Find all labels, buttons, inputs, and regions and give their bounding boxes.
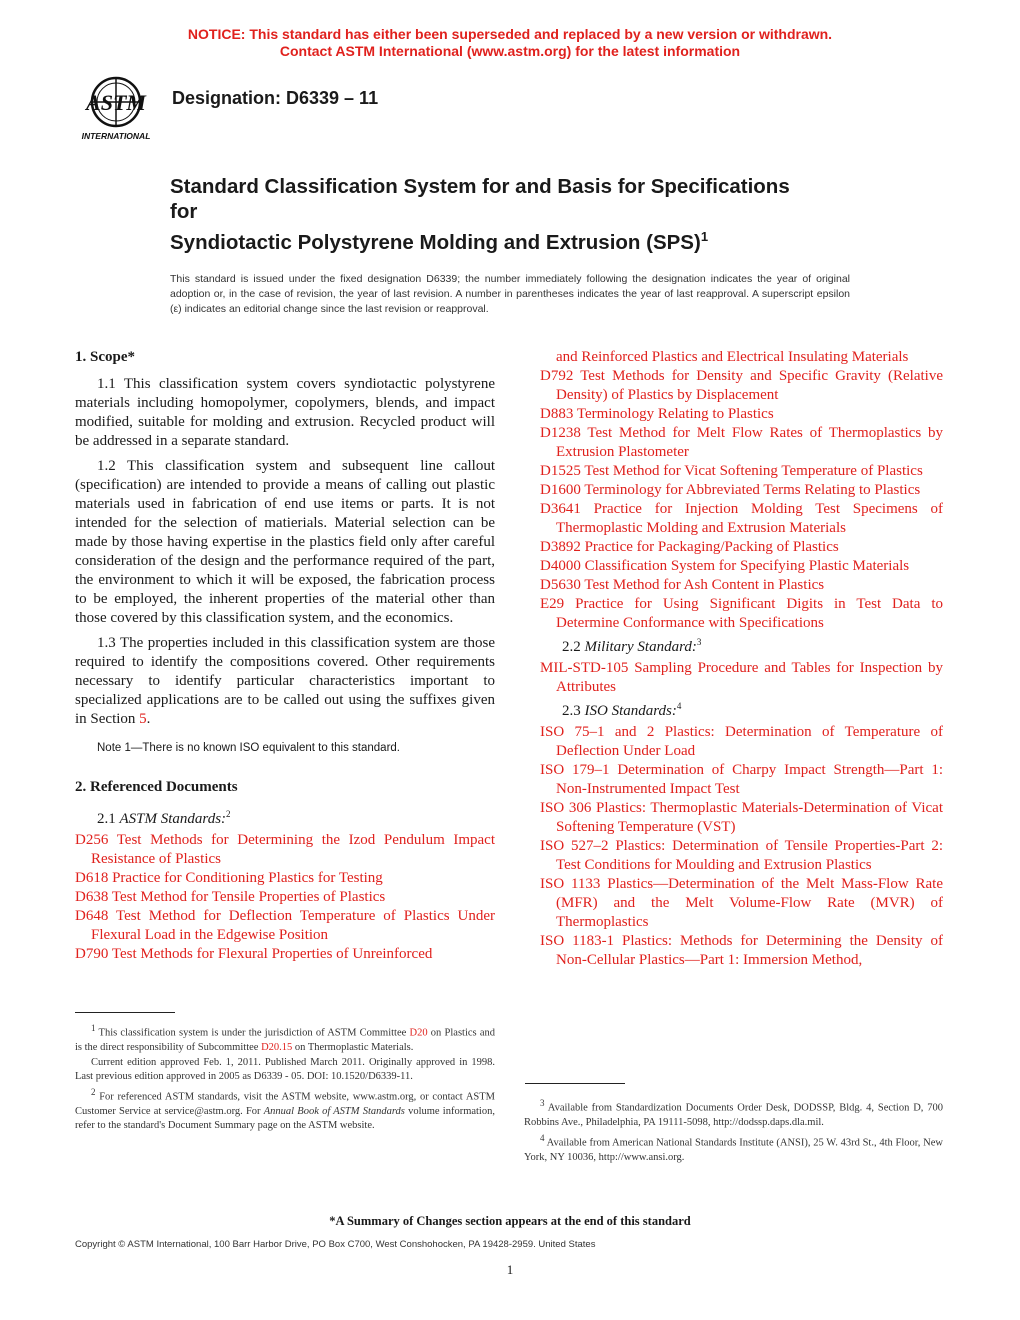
withdrawal-notice [0,26,1020,60]
reference-item [540,837,943,875]
reference-item [540,538,943,557]
scope-heading: 1. Scope* [75,349,135,365]
issue-note: This standard is issued under the fixed designation D6339; the number immediately following the designation indicates the year of original adoption or, in the case of revision, the year of last revision. A number in parentheses indicates the year of last reapproval. A superscript epsilon (ε) indicates an editorial change since the last revision or reapproval. [170,273,850,315]
reference-code-link[interactable]: D790 [75,946,109,962]
footnote-3: $^3$ Available from Standardization Documents Order Desk, DODSSP, Bldg. 4, Section D, 700 Robbins Ave., Philadelphia, PA 19111-5098, http://dodssp.daps.dla.mil. [524,1098,943,1128]
reference-code-link[interactable]: D883 [540,406,574,422]
reference-code-link[interactable]: E29 [540,596,565,612]
reference-title-link[interactable]: Terminology Relating to Plastics [576,406,774,422]
reference-code-link[interactable]: D1238 [540,425,581,441]
reference-title-link[interactable]: Test Method for Melt Flow Rates of Thermoplastics by Extrusion Plastometer [556,425,943,460]
reference-title-link[interactable]: Test Method for Vicat Softening Temperature of Plastics [584,463,923,479]
reference-title-link[interactable]: Test Methods for Determining the Izod Pendulum Impact Resistance of Plastics [91,832,495,867]
svg-text:INTERNATIONAL: INTERNATIONAL [81,131,151,141]
scope-para-2: 1.2 This classification system and subsequent line callout (specification) are intended to provide a means of calling out plastic materials used in fabrication of end use items or parts. It is not intended for the selection of matierials. Material selection can be made by those having expertise in the plastics field only after careful consideration of the design and the performance required of the part, the environment to which it will be exposed, the fabrication process to be employed, the inherent properties of the material other than those covered by this classification system, and the economics. [75,458,495,626]
reference-code-link[interactable]: ISO 527–2 [540,838,609,854]
reference-item [540,761,943,799]
reference-title-link[interactable]: Plastics: Determination of Temperature of Deflection Under Load [556,724,944,759]
reference-item [540,424,943,462]
reference-title-link[interactable]: Practice for Injection Molding Test Specimens of Thermoplastic Molding and Extrusion Materials [556,501,944,536]
reference-item [540,462,943,481]
reference-item [540,595,943,633]
title-line-3: Syndiotactic Polystyrene Molding and Extrusion (SPS)$^1$ [170,229,709,254]
reference-item [75,888,495,907]
reference-code-link[interactable]: D792 [540,368,574,384]
reference-code-link[interactable]: ISO 1183-1 [540,933,615,949]
iso-standards-label: 2.3 ISO Standards:$^4$ [562,701,682,719]
title-footnote-marker[interactable]: 1 [700,229,709,244]
reference-code-link[interactable]: ISO 75–1 and 2 [540,724,655,740]
astm-ref-list [75,831,495,964]
footnote-rule-right [525,1083,625,1084]
reference-item [75,907,495,945]
reference-code-link[interactable]: D256 [75,832,109,848]
reference-title-link[interactable]: Test Methods for Flexural Properties of Unreinforced [111,946,433,962]
refdocs-heading: 2. Referenced Documents [75,779,238,795]
reference-item [75,945,495,964]
iso-ref-list [540,723,943,970]
reference-code-link[interactable]: ISO 179–1 [540,762,610,778]
astm-logo-icon [76,72,162,142]
footnote-1-current-edition: Current edition approved Feb. 1, 2011. Published March 2011. Originally approved in 1998. Last previous edition approved in 2005 as D6339 - 05. DOI: 10.1520/D6339-11. [75,1056,495,1082]
reference-title-link[interactable]: Test Method for Deflection Temperature of Plastics Under Flexural Load in the Edgewise Position [91,908,495,943]
copyright: Copyright © ASTM International, 100 Barr Harbor Drive, PO Box C700, West Conshohocken, PA 19428-2959. United States [75,1239,596,1250]
reference-title-link[interactable]: Test Methods for Density and Specific Gravity (Relative Density) of Plastics by Displacement [556,368,943,403]
reference-title-link[interactable]: Practice for Packaging/Packing of Plastics [584,539,839,555]
d790-continuation[interactable]: and Reinforced Plastics and Electrical Insulating Materials [556,349,909,365]
reference-title-link[interactable]: Practice for Conditioning Plastics for Testing [112,870,383,886]
footnote-rule-left [75,1012,175,1013]
footnote-2: $^2$ For referenced ASTM standards, visit the ASTM website, www.astm.org, or contact ASTM Customer Service at service@astm.org. For Annual Book of ASTM Standards volume information, refer to the standard's Document Summary page on the ASTM website. [75,1086,496,1131]
right-column [540,348,943,970]
reference-item [540,799,943,837]
committee-d20-link[interactable]: D20 [409,1027,428,1039]
reference-code-link[interactable]: D1600 [540,482,581,498]
summary-of-changes-note: *A Summary of Changes section appears at the end of this standard [329,1214,691,1228]
reference-code-link[interactable]: D648 [75,908,109,924]
reference-code-link[interactable]: D618 [75,870,109,886]
notice-line-2: Contact ASTM International (www.astm.org) for the latest information [279,43,741,59]
section-5-link[interactable]: 5 [139,711,147,727]
reference-item [540,659,943,697]
reference-title-link[interactable]: Plastics—Determination of the Melt Mass-Flow Rate (MFR) and the Melt Volume-Flow Rate (MVR) of Thermoplastics [556,876,943,930]
reference-item [540,723,943,761]
astm-logo [76,72,162,142]
reference-title-link[interactable]: Determination of Charpy Impact Strength—Part 1: Non-Instrumented Impact Test [556,762,944,797]
title-line-1: Standard Classification System for and Basis for Specifications [170,175,790,198]
reference-code-link[interactable]: D4000 [540,558,581,574]
reference-item [540,576,943,595]
document-title [170,174,870,255]
reference-title-link[interactable]: Plastics: Methods for Determining the Density of Non-Cellular Plastics—Part 1: Immersion Method, [556,933,943,968]
footnote-1: $^1$ This classification system is under the jurisdiction of ASTM Committee D20 on Plastics and is the direct responsibility of Subcommittee D20.15 on Thermoplastic Materials. [75,1023,495,1053]
reference-title-link[interactable]: Terminology for Abbreviated Terms Relating to Plastics [584,482,921,498]
reference-title-link[interactable]: Classification System for Specifying Plastic Materials [584,558,910,574]
reference-title-link[interactable]: Test Method for Ash Content in Plastics [584,577,825,593]
reference-item [540,367,943,405]
reference-title-link[interactable]: Sampling Procedure and Tables for Inspection by Attributes [556,660,944,695]
reference-code-link[interactable]: D3641 [540,501,581,517]
scope-para-1: 1.1 This classification system covers syndiotactic polystyrene materials including homopolymer, copolymers, blends, and impact modified, suitable for molding and extrusion. Recycled product will be addressed in a separate standard. [75,376,495,449]
footnotes-left [75,1021,495,1134]
reference-item [540,557,943,576]
note-1: Note 1—There is no known ISO equivalent to this standard. [97,742,400,754]
reference-title-link[interactable]: Test Method for Tensile Properties of Plastics [111,889,386,905]
reference-title-link[interactable]: Plastics: Determination of Tensile Properties-Part 2: Test Conditions for Moulding and Extrusion Plastics [556,838,944,873]
reference-code-link[interactable]: ISO 306 [540,800,592,816]
reference-item [540,875,943,932]
designation: Designation: D6339 – 11 [172,88,379,108]
footnotes-right [524,1096,943,1165]
reference-item [540,405,943,424]
military-standard-label: 2.2 Military Standard:$^3$ [562,637,702,655]
reference-code-link[interactable]: D1525 [540,463,581,479]
reference-code-link[interactable]: MIL-STD-105 [540,660,629,676]
svg-text:ASTM: ASTM [86,90,146,115]
reference-item [540,932,943,970]
reference-code-link[interactable]: D5630 [540,577,581,593]
left-column [75,348,495,964]
footnote-4: $^4$ Available from American National Standards Institute (ANSI), 25 W. 43rd St., 4th Floor, New York, NY 10036, http://www.ansi.org. [524,1132,944,1163]
astm-ref-list-continued [540,367,943,633]
reference-code-link[interactable]: ISO 1133 [540,876,601,892]
reference-code-link[interactable]: D638 [75,889,109,905]
reference-code-link[interactable]: D3892 [540,539,581,555]
reference-title-link[interactable]: Practice for Using Significant Digits in Test Data to Determine Conformance with Specifications [556,596,943,631]
reference-item [75,831,495,869]
page-number: 1 [506,1262,514,1277]
notice-line-1: NOTICE: This standard has either been superseded and replaced by a new version or withdrawn. [187,26,833,42]
title-line-2: for [170,200,198,223]
reference-item [75,869,495,888]
reference-item [540,500,943,538]
subcommittee-link[interactable]: D20.15 [261,1042,293,1053]
scope-para-3: 1.3 The properties included in this classification system are those required to identify the compositions covered. Other requirements necessary to identify particular characteristics important to specialized applications are to be called out using the suffixes given in Section 5. [75,635,495,727]
reference-item [540,481,943,500]
astm-standards-label: 2.1 ASTM Standards:$^2$ [97,809,231,827]
military-ref-list [540,659,943,697]
reference-title-link[interactable]: Plastics: Thermoplastic Materials-Determination of Vicat Softening Temperature (VST) [556,800,944,835]
